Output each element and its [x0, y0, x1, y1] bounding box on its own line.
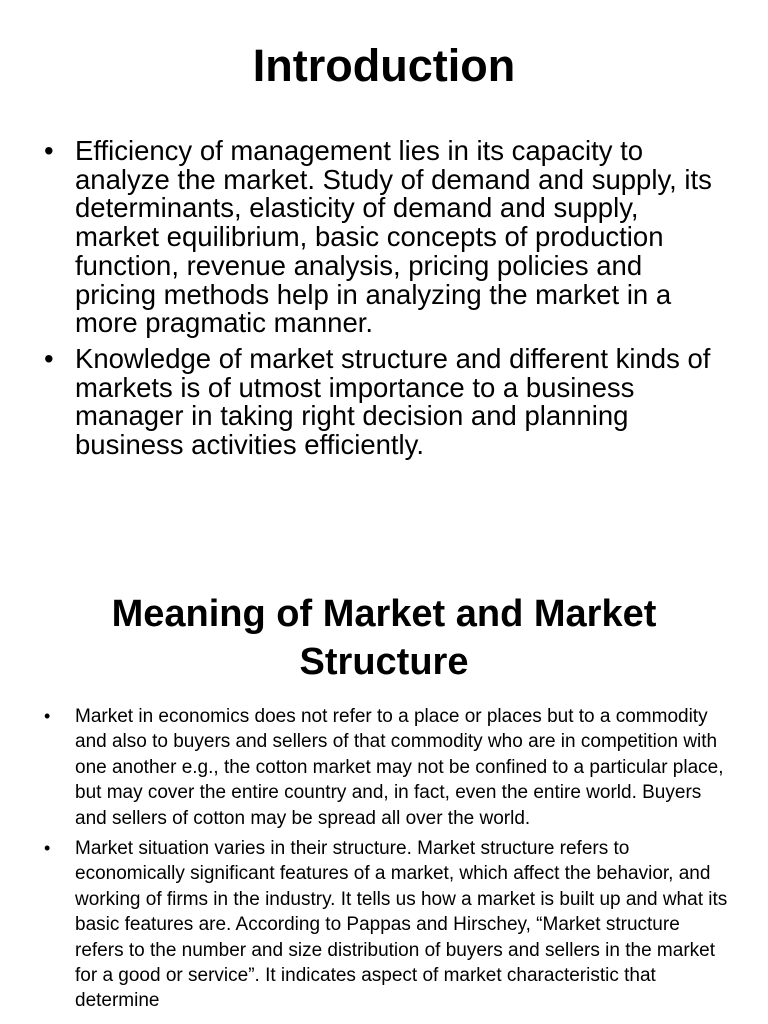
bullet-item — [40, 137, 730, 338]
bullet-icon: • — [44, 838, 51, 859]
bullet-icon: • — [44, 706, 51, 726]
bullet-icon: • — [44, 135, 54, 166]
bullet-list — [40, 704, 730, 1019]
bullet-text: Efficiency of management lies in its capacity to analyze the market. Study of demand and supply, its determinants, elasticity of demand and supply, market equilibrium, basic concepts of production function, revenue analysis, pricing policies and pricing methods help in analyzing the market in a more pragmatic manner. — [75, 135, 712, 339]
bullet-item — [40, 704, 730, 831]
bullet-list — [40, 137, 730, 467]
bullet-text: Market situation varies in their structure. Market structure refers to economically significant features of a market, which affect the behavior, and working of firms in the industry. It tells us how a market is built up and what its basic features are. According to Pappas and Hirschey, “Market structure refers to the number and size distribution of buyers and sellers in the market for a good or service”. It indicates aspect of market characteristic that determine — [75, 838, 728, 1012]
bullet-item — [40, 836, 730, 1014]
bullet-item — [40, 342, 730, 461]
bullet-text: Knowledge of market structure and different kinds of markets is of utmost importance to a business manager in taking right decision and planning business activities efficiently. — [75, 342, 711, 461]
slide-title: Introduction — [252, 40, 516, 91]
bullet-icon: • — [44, 342, 54, 374]
bullet-text: Market in economics does not refer to a place or places but to a commodity and also to buyers and sellers of that commodity who are in competition with one another e.g., the cotton market may not be confined to a particular place, but may cover the entire country and, in fact, even the entire world. Buyers and sellers of cotton may be spread all over the world. — [75, 706, 724, 829]
slide-meaning-of-market — [0, 576, 768, 1024]
slide-title: Meaning of Market and Market Structure — [111, 593, 657, 683]
